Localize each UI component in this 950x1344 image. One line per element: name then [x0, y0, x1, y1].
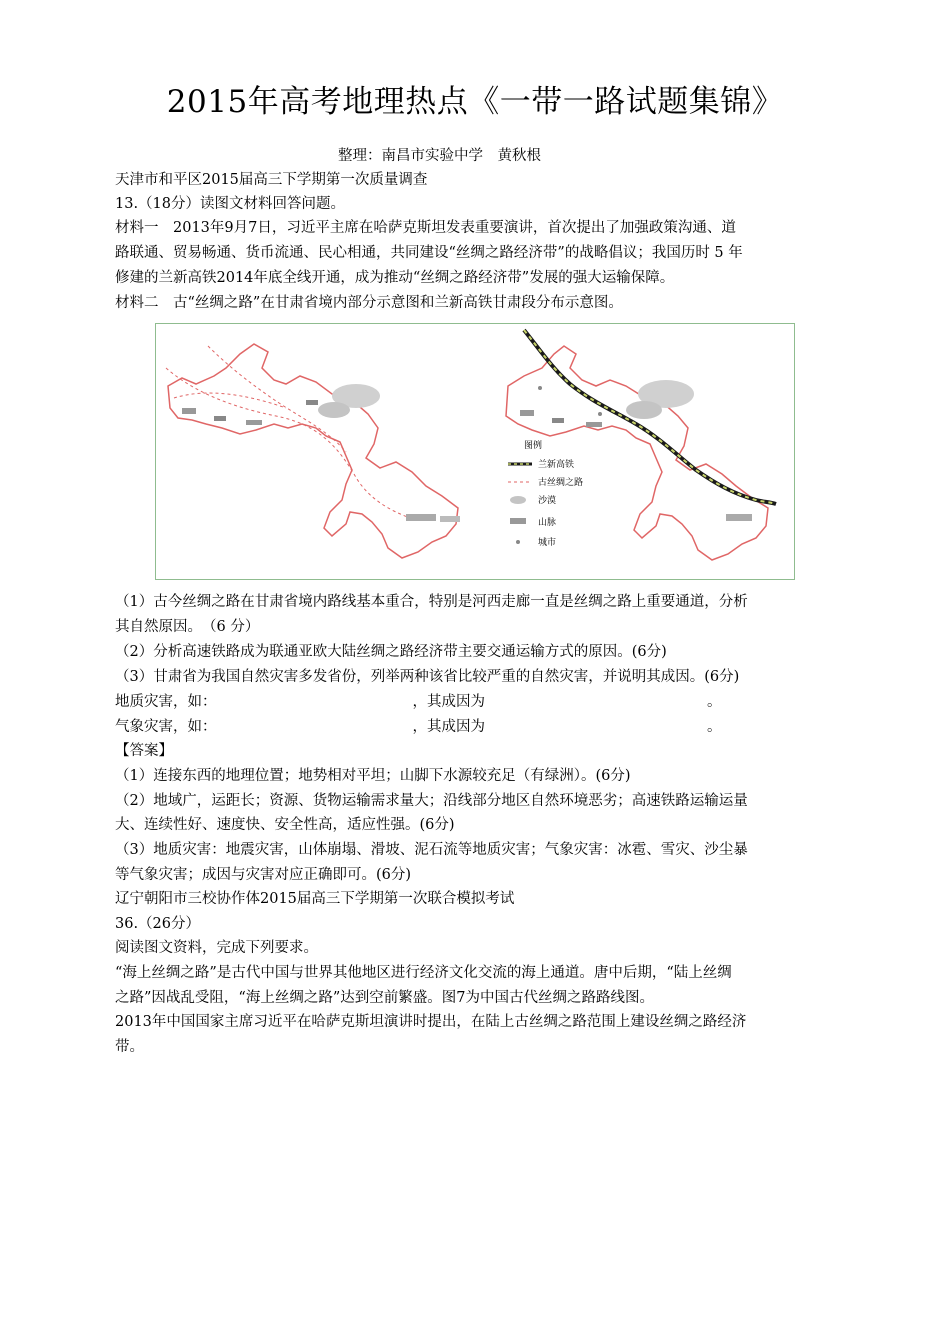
city-dot — [598, 412, 602, 416]
legend-silkroad-label: 古丝绸之路 — [538, 478, 584, 488]
left-mountain-mark — [246, 420, 262, 425]
fill1-end: 。 — [707, 694, 722, 710]
q36-source: 辽宁朝阳市三校协作体2015届高三下学期第一次联合模拟考试 — [115, 891, 515, 907]
right-mountain-mark — [726, 514, 752, 521]
q36-p1-line2: 之路”因战乱受阻，“海上丝绸之路”达到空前繁盛。图7为中国古代丝绸之路路线图。 — [115, 990, 654, 1006]
fill-line-geological — [115, 692, 840, 712]
author-line: 整理：南昌市实验中学 黄秋根 — [338, 148, 541, 164]
left-silkroad-1 — [166, 368, 416, 520]
q36-p1-line1: “海上丝绸之路”是古代中国与世界其他地区进行经济文化交流的海上通道。唐中后期，“陆上丝绸 — [115, 965, 732, 981]
legend-city-swatch — [516, 540, 520, 544]
city-dot — [538, 386, 542, 390]
q13-material1-line1: 材料一 2013年9月7日，习近平主席在哈萨克斯坦发表重要演讲，首次提出了加强政策沟通、道 — [115, 220, 736, 236]
q13-sub2: （2）分析高速铁路成为联通亚欧大陆丝绸之路经济带主要交通运输方式的原因。(6分) — [115, 644, 667, 660]
fill1-reason-label: ，其成因为 — [412, 694, 485, 710]
answer-3-line2: 等气象灾害；成因与灾害对应正确即可。(6分) — [115, 867, 412, 883]
answer-2-line1: （2）地域广，运距长；资源、货物运输需求量大；沿线部分地区自然环境恶劣；高速铁路运输运量 — [115, 793, 748, 809]
fill2-label: 气象灾害，如： — [115, 719, 217, 735]
q36-p2-line2: 带。 — [115, 1039, 144, 1055]
left-desert-mark — [318, 402, 350, 418]
legend-title: 图例 — [524, 441, 543, 451]
q36-p2-line1: 2013年中国国家主席习近平在哈萨克斯坦演讲时提出，在陆上古丝绸之路范围上建设丝绸之路经济 — [115, 1014, 747, 1030]
q13-sub1-line1: （1）古今丝绸之路在甘肃省境内路线基本重合，特别是河西走廊一直是丝绸之路上重要通道，分析 — [115, 594, 748, 610]
q13-header: 13.（18分）读图文材料回答问题。 — [115, 196, 346, 212]
answer-2-line2: 大、连续性好、速度快、安全性高，适应性强。(6分) — [115, 817, 455, 833]
right-mountain-mark — [520, 410, 534, 416]
q13-sub1-line2: 其自然原因。 （6 分） — [115, 619, 260, 635]
legend-railway-label: 兰新高铁 — [538, 460, 575, 470]
q36-header: 36.（26分） — [115, 916, 201, 932]
right-desert-mark — [626, 401, 662, 419]
legend-city-label: 城市 — [538, 538, 557, 548]
legend-mountain-label: 山脉 — [538, 518, 557, 528]
legend-desert-swatch — [510, 496, 526, 504]
q13-source: 天津市和平区2015届高三下学期第一次质量调查 — [115, 172, 428, 188]
answer-3-line1: （3）地质灾害：地震灾害，山体崩塌、滑坡、泥石流等地质灾害；气象灾害：冰雹、雪灾、沙尘暴 — [115, 842, 748, 858]
answer-1: （1）连接东西的地理位置；地势相对平坦；山脚下水源较充足（有绿洲）。(6分) — [115, 768, 631, 784]
fill2-end: 。 — [707, 719, 722, 735]
answer-label: 【答案】 — [115, 743, 173, 759]
q13-material1-line3: 修建的兰新高铁2014年底全线开通，成为推动“丝绸之路经济带”发展的强大运输保障。 — [115, 270, 675, 286]
fill-line-meteorological — [115, 717, 840, 737]
legend-mountain-swatch — [510, 518, 526, 524]
left-silkroad-3 — [174, 393, 286, 408]
gansu-map-figure — [155, 323, 795, 580]
fill1-label: 地质灾害，如： — [115, 694, 217, 710]
q13-material1-line2: 路联通、贸易畅通、货币流通、民心相通，共同建设“丝绸之路经济带”的战略倡议；我国历时 5 年 — [115, 245, 743, 261]
right-mountain-mark — [586, 422, 602, 427]
left-mountain-mark — [306, 400, 318, 405]
legend-desert-label: 沙漠 — [538, 496, 557, 506]
left-mountain-mark — [214, 416, 226, 421]
fill2-reason-label: ，其成因为 — [412, 719, 485, 735]
left-mountain-mark — [440, 516, 460, 522]
q36-intro: 阅读图文资料，完成下列要求。 — [115, 940, 318, 956]
left-gansu-outline — [168, 344, 458, 558]
page-title: 2015年高考地理热点《一带一路试题集锦》 — [166, 84, 784, 120]
left-mountain-mark — [182, 408, 196, 414]
map-svg — [156, 324, 796, 581]
q13-sub3: （3）甘肃省为我国自然灾害多发省份，列举两种该省比较严重的自然灾害，并说明其成因。(6分) — [115, 669, 740, 685]
right-mountain-mark — [552, 418, 564, 423]
left-mountain-mark — [406, 514, 436, 521]
map-legend — [508, 439, 583, 548]
q13-material2: 材料二 古“丝绸之路”在甘肃省境内部分示意图和兰新高铁甘肃段分布示意图。 — [115, 295, 623, 311]
